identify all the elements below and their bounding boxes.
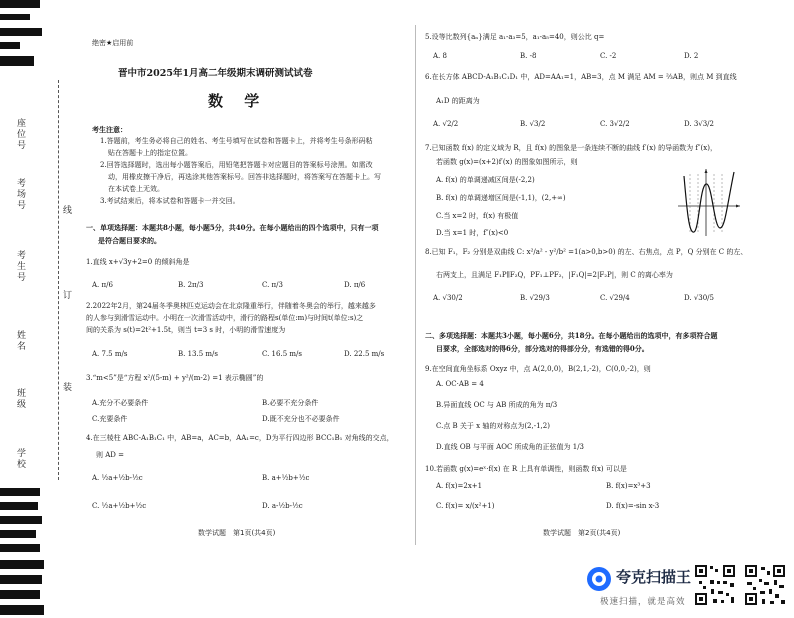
q4-option-d: D. a-½b-½c bbox=[262, 502, 303, 510]
notice-line: 2.回答选择题时，选出每小题答案后，用铅笔把答题卡对应题目的答案标号涂黑。如需改 bbox=[100, 161, 373, 169]
q8-option-a: A. √30/2 bbox=[433, 294, 463, 302]
q5-option-d: D. 2 bbox=[684, 52, 699, 60]
question-6: 6.在长方体 ABCD-A₁B₁C₁D₁ 中，AD=AA₁=1，AB=3，点 M 满足 AM = ⅔AB，则点 M 到直线 bbox=[425, 73, 737, 81]
q6-option-b: B. √3/2 bbox=[520, 120, 546, 128]
notice-line: 动，用橡皮擦干净后，再选涂其他答案标号。回答非选择题时，将答案写在答题卡上。写 bbox=[108, 173, 381, 181]
q2-option-d: D. 22.5 m/s bbox=[344, 350, 385, 358]
q1-option-c: C. π/3 bbox=[262, 281, 283, 289]
q2-option-a: A. 7.5 m/s bbox=[92, 350, 128, 358]
binding-bar bbox=[0, 590, 40, 599]
exam-room-label: 考场号 bbox=[15, 178, 25, 211]
q2-option-c: C. 16.5 m/s bbox=[262, 350, 302, 358]
watermark-name: 夸克扫描王 bbox=[616, 568, 692, 586]
q1-option-a: A. π/6 bbox=[92, 281, 113, 289]
question-5: 5.设等比数列{aₙ}满足 a₁-a₃=5，a₁-a₅=40，则公比 q= bbox=[425, 33, 605, 41]
question-3: 3.“m<5”是“方程 x²/(5-m) + y²/(m-2) =1 表示椭圆”的 bbox=[86, 374, 264, 382]
confidential-mark: 绝密★启用前 bbox=[92, 39, 134, 47]
question-8: 8.已知 F₁，F₂ 分别是双曲线 C: x²/a² - y²/b² =1(a>0,b>0) 的左、右焦点，点 P，Q 分别在 C 的左、 bbox=[425, 248, 748, 256]
binding-bar bbox=[0, 530, 36, 538]
question-2: 2.2022年2月，第24届冬季奥林匹克运动会在北京隆重举行，伴随着冬奥会的举行，越来越多 bbox=[86, 302, 376, 310]
notice-line: 1.答题前，考生务必将自己的姓名、考生号填写在试卷和答题卡上，并将考生号条形码粘 bbox=[100, 137, 373, 145]
qr-code-icon bbox=[693, 563, 737, 607]
q3-option-a: A.充分不必要条件 bbox=[92, 399, 149, 407]
q9-option-c: C.点 B 关于 x 轴的对称点为(2,-1,2) bbox=[436, 422, 550, 430]
notice-title: 考生注意： bbox=[92, 125, 127, 134]
q4-option-b: B. a+½b+½c bbox=[262, 474, 310, 482]
question-2-line: 间的关系为 s(t)=2t²+1.5t，则当 t=3 s 时，小明的滑雪速度为 bbox=[86, 326, 286, 334]
question-6-line: A₁D 的距离为 bbox=[436, 97, 480, 105]
seat-number-label: 座位号 bbox=[15, 118, 25, 151]
q7-option-d: D.当 x=1 时，f″(x)<0 bbox=[436, 229, 509, 237]
exam-title: 晋中市2025年1月高二年级期末调研测试试卷 bbox=[118, 68, 313, 79]
notice-line: 3.考试结束后，将本试卷和答题卡一并交回。 bbox=[100, 197, 240, 205]
binding-bar bbox=[0, 488, 40, 496]
q5-option-c: C. -2 bbox=[600, 52, 617, 60]
binding-bar bbox=[0, 560, 44, 569]
binding-bar bbox=[0, 502, 38, 510]
q1-option-d: D. π/6 bbox=[344, 281, 366, 289]
q10-option-d: D. f(x)=-sin x-3 bbox=[606, 502, 660, 510]
section2-heading: 二、多项选择题：本题共3小题，每小题6分，共18分。在每小题给出的选项中，有多项符合题 bbox=[425, 331, 718, 340]
question-7-line: 若函数 g(x)=(x+2)f′(x) 的图象如图所示，则 bbox=[436, 158, 578, 166]
q3-option-c: C.充要条件 bbox=[92, 415, 128, 423]
question-7: 7.已知函数 f(x) 的定义域为 R，且 f(x) 的图象是一条连续不断的曲线 f′(x) 的导函数为 f″(x)， bbox=[425, 144, 717, 152]
q5-option-a: A. 8 bbox=[433, 52, 447, 60]
page-divider bbox=[415, 25, 416, 545]
school-label: 学校 bbox=[15, 448, 25, 470]
q3-option-d: D.既不充分也不必要条件 bbox=[262, 415, 340, 423]
question-1: 1.直线 x+√3y+2=0 的倾斜角是 bbox=[86, 258, 190, 266]
q7-option-b: B. f(x) 的单调递增区间是(-1,1)，(2,+∞) bbox=[436, 194, 566, 202]
binding-bar bbox=[0, 56, 34, 66]
section1-heading-cont: 是符合题目要求的。 bbox=[98, 236, 161, 245]
class-label: 班级 bbox=[15, 388, 25, 410]
q9-option-a: A. OC·AB = 4 bbox=[436, 380, 484, 388]
binding-bar bbox=[0, 544, 40, 552]
q6-option-c: C. 3√2/2 bbox=[600, 120, 630, 128]
question-4: 4.在三棱柱 ABC-A₁B₁C₁ 中，AB=a，AC=b，AA₁=c，D为平行四边形 BCC₁B₁ 对角线的交点， bbox=[86, 434, 394, 442]
notice-line: 在本试卷上无效。 bbox=[108, 185, 164, 193]
q7-function-graph bbox=[676, 166, 742, 238]
notice-line: 贴在答题卡上的指定位置。 bbox=[108, 149, 192, 157]
binding-bar bbox=[0, 14, 30, 20]
q9-option-d: D.直线 OB 与平面 AOC 所成角的正弦值为 1/3 bbox=[436, 443, 585, 451]
q5-option-b: B. -8 bbox=[520, 52, 537, 60]
qr-code-icon bbox=[743, 563, 787, 607]
cut-line bbox=[58, 80, 59, 480]
q3-option-b: B.必要不充分条件 bbox=[262, 399, 319, 407]
q8-option-c: C. √29/4 bbox=[600, 294, 630, 302]
q4-option-a: A. ½a+½b-½c bbox=[92, 474, 143, 482]
q10-option-b: B. f(x)=x³+3 bbox=[606, 482, 651, 490]
x-axis-arrow bbox=[736, 205, 740, 208]
binding-bar bbox=[0, 575, 42, 584]
student-number-label: 考生号 bbox=[15, 250, 25, 283]
page-footer-right: 数学试题 第2页(共4页) bbox=[543, 529, 621, 537]
q7-option-a: A. f(x) 的单调递减区间是(-2,2) bbox=[436, 176, 535, 184]
section1-heading: 一、单项选择题：本题共8小题，每小题5分，共40分。在每小题给出的四个选项中，只有一项 bbox=[86, 223, 379, 232]
q10-option-a: A. f(x)=2x+1 bbox=[436, 482, 483, 490]
q8-option-b: B. √29/3 bbox=[520, 294, 550, 302]
name-label: 姓名 bbox=[15, 330, 25, 352]
q6-option-d: D. 3√3/2 bbox=[684, 120, 714, 128]
binding-bar bbox=[0, 0, 40, 8]
q7-option-c: C.当 x=2 时，f(x) 有极值 bbox=[436, 212, 519, 220]
binding-bar bbox=[0, 516, 42, 524]
question-4-line: 则 AD = bbox=[96, 451, 124, 459]
question-8-line: 右两支上，且满足 F₁P∥F₂Q，PF₁⊥PF₂，|F₁Q|=2|F₂P|，则 C 的离心率为 bbox=[436, 271, 673, 279]
q9-option-b: B.异面直线 OC 与 AB 所成的角为 π/3 bbox=[436, 401, 558, 409]
q4-option-c: C. ½a+½b+½c bbox=[92, 502, 147, 510]
function-curve bbox=[684, 172, 734, 232]
q1-option-b: B. 2π/3 bbox=[178, 281, 204, 289]
subject-title: 数 学 bbox=[208, 92, 268, 110]
binding-bar bbox=[0, 605, 44, 615]
question-2-line: 的人参与到滑雪运动中。小明在一次滑雪活动中，滑行的路程s(单位:m)与时间t(单位:s)之 bbox=[86, 314, 364, 322]
q10-option-c: C. f(x)= x/(x²+1) bbox=[436, 502, 495, 510]
cut-label: 订 bbox=[61, 290, 71, 301]
page-footer-left: 数学试题 第1页(共4页) bbox=[198, 529, 276, 537]
q6-option-a: A. √2/2 bbox=[433, 120, 459, 128]
quark-logo-icon bbox=[586, 566, 612, 592]
q2-option-b: B. 13.5 m/s bbox=[178, 350, 218, 358]
section2-heading-cont: 目要求，全部选对的得6分，部分选对的得部分分，有选错的得0分。 bbox=[436, 344, 649, 353]
question-10: 10.若函数 g(x)=eˣ·f(x) 在 R 上具有单调性，则函数 f(x) 可以是 bbox=[425, 465, 627, 473]
cut-label: 线 bbox=[61, 205, 71, 216]
cut-label: 装 bbox=[61, 382, 71, 393]
binding-strip bbox=[0, 0, 82, 618]
q8-option-d: D. √30/5 bbox=[684, 294, 714, 302]
binding-bar bbox=[0, 42, 20, 49]
watermark-slogan: 极速扫描，就是高效 bbox=[600, 597, 686, 607]
question-9: 9.在空间直角坐标系 Oxyz 中，点 A(2,0,0)，B(2,1,-2)，C(0,0,-2)，则 bbox=[425, 365, 651, 373]
y-axis-arrow bbox=[705, 169, 708, 173]
binding-bar bbox=[0, 28, 42, 36]
